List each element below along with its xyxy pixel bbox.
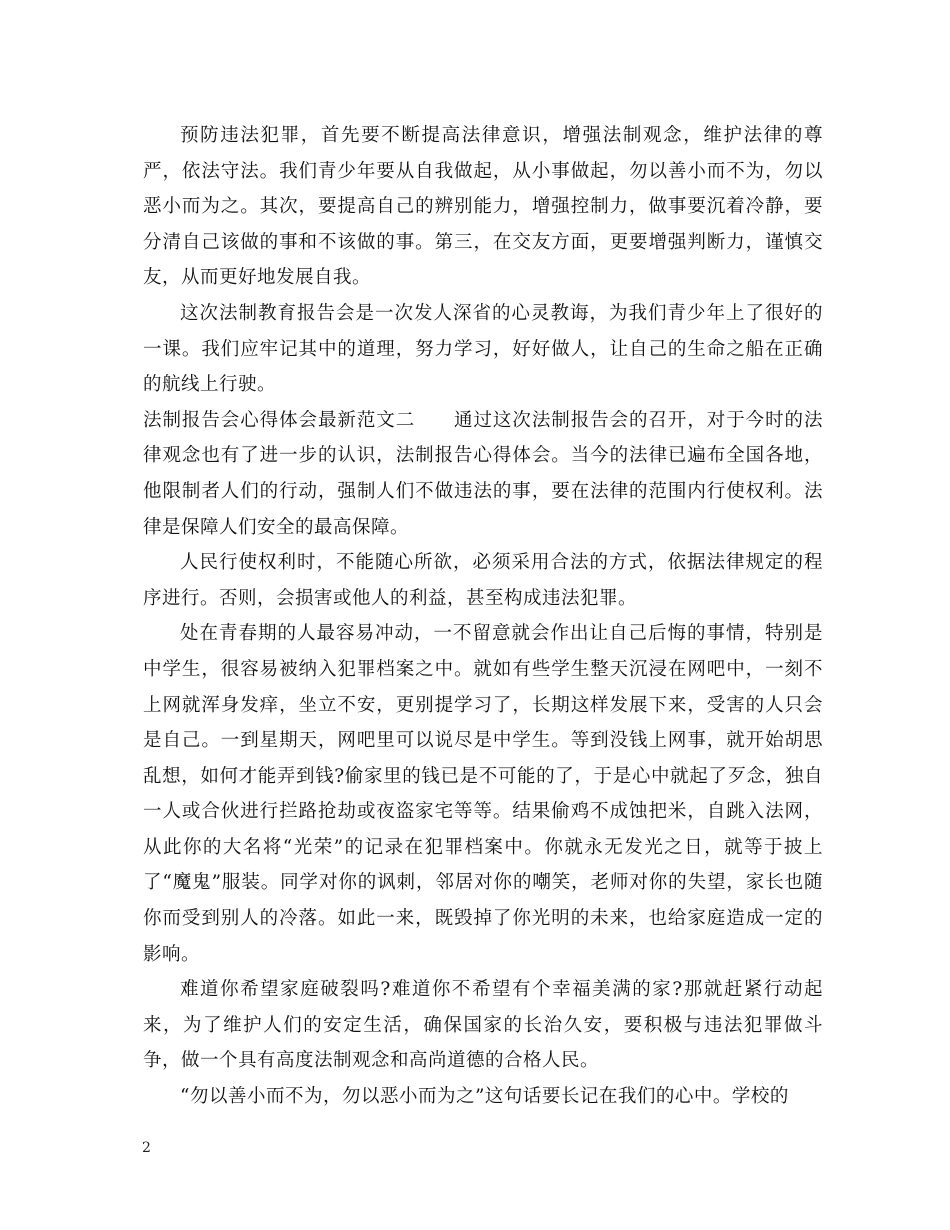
paragraph-4: 人民行使权利时，不能随心所欲，必须采用合法的方式，依据法律规定的程序进行。否则，会损害或他人的利益，甚至构成违法犯罪。: [143, 552, 823, 609]
paragraph-6: 难道你希望家庭破裂吗?难道你不希望有个幸福美满的家?那就赶紧行动起来，为了维护人们的安定生活，确保国家的长治久安，要积极与违法犯罪做斗争，做一个具有高度法制观念和高尚道德的合格人民。: [143, 979, 823, 1072]
page-number: 2: [142, 1140, 151, 1156]
paragraph-7: “勿以善小而不为，勿以恶小而为之”这句话要长记在我们的心中。学校的: [180, 1086, 789, 1108]
paragraph-5: 处在青春期的人最容易冲动，一不留意就会作出让自己后悔的事情，特别是中学生，很容易被纳入犯罪档案之中。就如有些学生整天沉浸在网吧中，一刻不上网就浑身发痒，坐立不安，更别提学习了，长期这样发展下来，受害的人只会是自己。一到星期天，网吧里可以说尽是中学生。等到没钱上网事，就开始胡思乱想，如何才能弄到钱?偷家里的钱已是不可能的了，于是心中就起了歹念，独自一人或合伙进行拦路抢劫或夜盗家宅等等。结果偷鸡不成蚀把米，自跳入法网，从此你的大名将“光荣”的记录在犯罪档案中。你就永无发光之日，就等于披上了“魔鬼”服装。同学对你的讽刺，邻居对你的嘲笑，老师对你的失望，家长也随你而受到别人的冷落。如此一来，既毁掉了你光明的未来，也给家庭造成一定的影响。: [143, 623, 823, 965]
paragraph-1: 预防违法犯罪，首先要不断提高法律意识，增强法制观念，维护法律的尊严，依法守法。我们青少年要从自我做起，从小事做起，勿以善小而不为，勿以恶小而为之。其次，要提高自己的辨别能力，增强控制力，做事要沉着冷静，要分清自己该做的事和不该做的事。第三，在交友方面，更要增强判断力，谨慎交友，从而更好地发展自我。: [143, 125, 823, 289]
paragraph-3-section-title: 法制报告会心得体会最新范文二 通过这次法制报告会的召开，对于今时的法律观念也有了进一步的认识，法制报告心得体会。当今的法律已遍布全国各地，他限制者人们的行动，强制人们不做违法的事，要在法律的范围内行使权利。法律是保障人们安全的最高保障。: [143, 409, 823, 538]
document-body: [143, 118, 823, 1115]
paragraph-2: 这次法制教育报告会是一次发人深省的心灵教诲，为我们青少年上了很好的一课。我们应牢记其中的道理，努力学习，好好做人，让自己的生命之船在正确的航线上行驶。: [143, 302, 823, 396]
